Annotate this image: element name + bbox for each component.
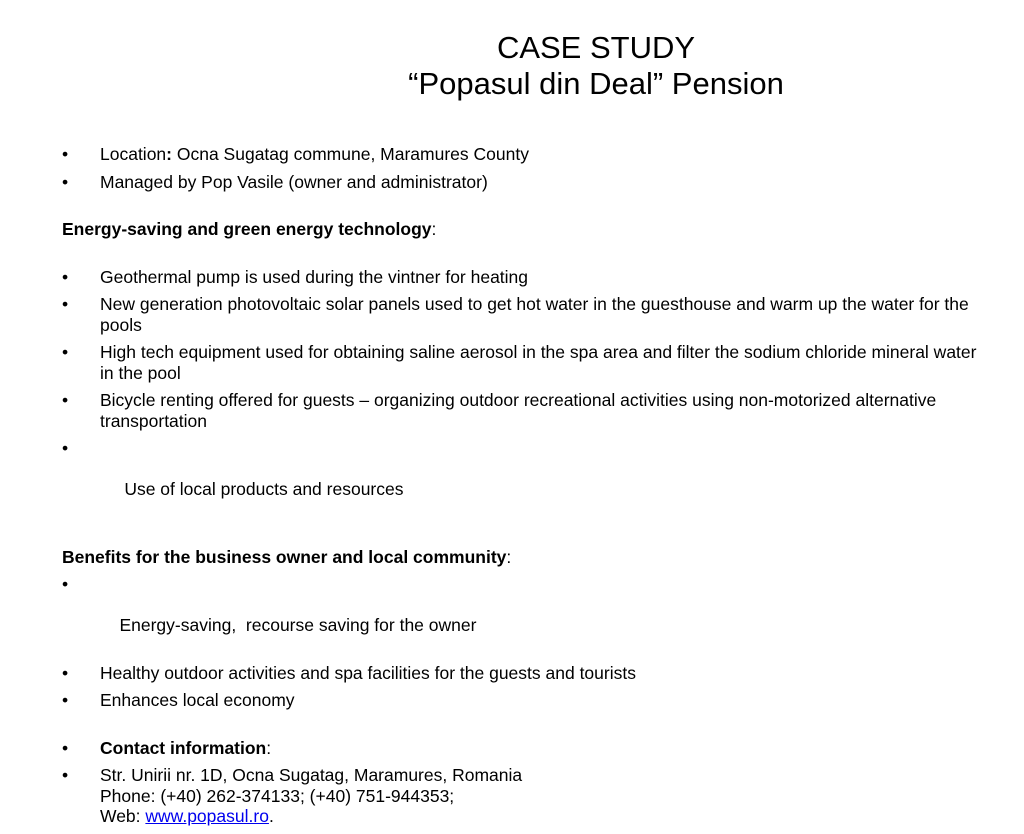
- list-item: [62, 438, 982, 520]
- contact-heading-text: Contact information: [100, 737, 267, 758]
- bullet-icon: •: [62, 171, 69, 192]
- bullet-icon: •: [62, 662, 69, 683]
- title-line-2: “Popasul din Deal” Pension: [408, 66, 784, 101]
- list-item: [62, 690, 982, 711]
- bullet-icon: •: [62, 342, 69, 362]
- bullet-icon: •: [62, 690, 69, 710]
- energy-heading: [62, 219, 982, 240]
- list-item: [62, 342, 982, 383]
- list-item: [62, 663, 982, 684]
- location-text: Ocna Sugatag commune, Maramures County: [172, 144, 529, 164]
- slide-body: [62, 144, 982, 834]
- benefits-heading-colon: :: [506, 547, 512, 567]
- website-link[interactable]: www.popasul.ro: [145, 806, 269, 826]
- bullet-icon: •: [62, 266, 69, 287]
- contact-heading-colon: :: [266, 737, 272, 758]
- bullet-icon: •: [62, 573, 69, 594]
- benefits-heading: [62, 547, 982, 568]
- slide-title: [312, 30, 880, 102]
- energy-item-text: Use of local products and resources: [119, 479, 404, 499]
- energy-heading-text: Energy-saving and green energy technology: [62, 219, 432, 239]
- contact-address: Str. Unirii nr. 1D, Ocna Sugatag, Maramures, Romania: [100, 765, 523, 785]
- manager-text: Managed by Pop Vasile (owner and administrator): [100, 171, 488, 192]
- list-item-contact-details: [62, 765, 982, 827]
- list-item: [62, 294, 982, 335]
- list-item: [62, 390, 982, 431]
- web-label: Web:: [100, 806, 146, 826]
- bullet-icon: •: [62, 765, 69, 785]
- benefit-item-text: Energy-saving, recourse saving for the owner: [119, 614, 477, 635]
- title-line-1: CASE STUDY: [496, 30, 696, 65]
- bullet-icon: •: [62, 294, 69, 314]
- energy-item-text: High tech equipment used for obtaining saline aerosol in the spa area and filter the sodium chloride mineral water in the pool: [100, 342, 977, 383]
- list-item: [62, 267, 982, 288]
- bullet-icon: •: [62, 438, 69, 458]
- bullet-icon: •: [62, 390, 69, 410]
- energy-item-text: New generation photovoltaic solar panels used to get hot water in the guesthouse and warm up the water for the pools: [100, 294, 969, 335]
- contact-phone: Phone: (+40) 262-374133; (+40) 751-944353;: [100, 785, 455, 806]
- energy-heading-colon: :: [431, 219, 437, 239]
- benefit-item-text: Healthy outdoor activities and spa facilities for the guests and tourists: [100, 662, 636, 683]
- contact-web: [100, 806, 982, 827]
- bullet-icon: •: [62, 737, 69, 758]
- bullet-icon: •: [62, 144, 69, 164]
- web-suffix: .: [268, 806, 274, 826]
- location-colon: :: [166, 144, 172, 164]
- list-item-location: [62, 144, 982, 165]
- list-item: [62, 574, 982, 656]
- list-item-contact-heading: [62, 738, 982, 759]
- benefits-heading-text: Benefits for the business owner and local community: [62, 547, 507, 567]
- benefit-item-text: Enhances local economy: [100, 690, 295, 710]
- list-item-manager: [62, 172, 982, 193]
- energy-item-text: Bicycle renting offered for guests – organizing outdoor recreational activities using non-motorized alternative transportation: [100, 390, 937, 431]
- energy-item-text: Geothermal pump is used during the vintner for heating: [100, 266, 529, 287]
- location-label: Location: [100, 144, 167, 164]
